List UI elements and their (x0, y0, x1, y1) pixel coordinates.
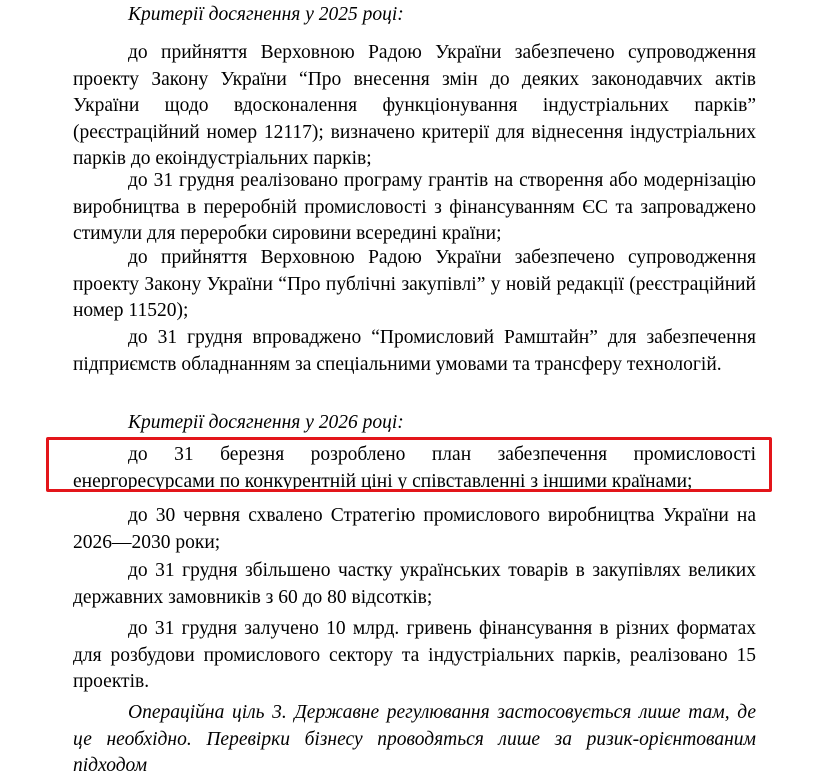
highlight-box (46, 437, 772, 492)
heading-criteria-2025: Критерії досягнення у 2025 році: (128, 4, 404, 25)
paragraph-law-11520: до прийняття Верховною Радою України забезпечено супроводження проекту Закону України “Про публічні закупівлі” у новій редакції (реєстраційний номер 11520); (73, 247, 756, 321)
paragraph-law-12117: до прийняття Верховною Радою України забезпечено супроводження проекту Закону України “Про внесення змін до деяких законодавчих актів України щодо вдосконалення функціонування індустріальних парків” (реєстраційний номер 12117); визначено критерії для віднесення індустріальних парків до екоіндустріальних парків; (73, 42, 756, 169)
paragraph-energy-plan-highlighted: до 31 березня розроблено план забезпечення промисловості енергоресурсами по конкурентній ціні у співставленні з іншими країнами; (73, 444, 756, 492)
paragraph-financing-10-billion: до 31 грудня залучено 10 млрд. гривень фінансування в різних форматах для розбудови промислового сектору та індустріальних парків, реалізовано 15 проектів. (73, 618, 756, 692)
heading-criteria-2026: Критерії досягнення у 2026 році: (128, 412, 404, 433)
paragraph-industrial-ramstein: до 31 грудня впроваджено “Промисловий Рамштайн” для забезпечення підприємств обладнанням за спеціальними умовами та трансферу технологій. (73, 327, 756, 375)
paragraph-ukrainian-goods-share: до 31 грудня збільшено частку українських товарів в закупівлях великих державних замовників з 60 до 80 відсотків; (73, 560, 756, 608)
paragraph-grant-program: до 31 грудня реалізовано програму грантів на створення або модернізацію виробництва в переробній промисловості з фінансуванням ЄС та запроваджено стимули для переробки сировини всередині країни; (73, 170, 756, 244)
paragraph-strategy-2026-2030: до 30 червня схвалено Стратегію промислового виробництва України на 2026—2030 роки; (73, 505, 756, 553)
operational-goal-3: Операційна ціль 3. Державне регулювання застосовується лише там, де це необхідно. Перевірки бізнесу проводяться лише за ризик-орієнтованим підходом (73, 702, 756, 776)
